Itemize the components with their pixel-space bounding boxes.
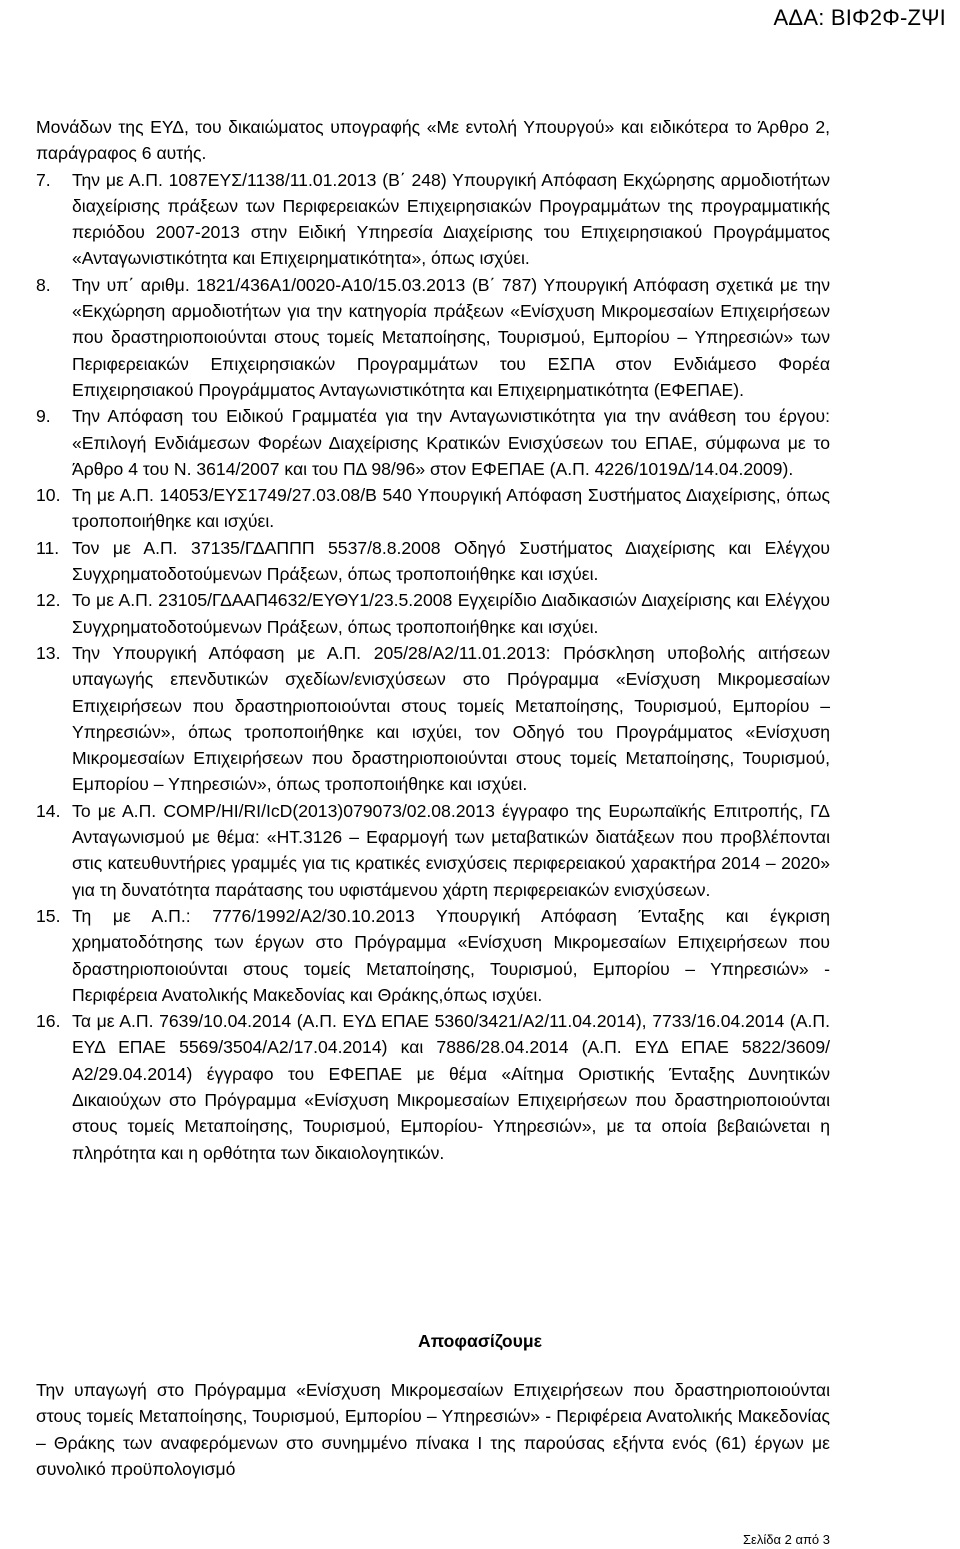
- list-item: [36, 1008, 830, 1166]
- list-item-number: 11.: [36, 537, 60, 558]
- list-item-number: 15.: [36, 905, 61, 926]
- list-item: [36, 587, 830, 640]
- list-item-text: Το με Α.Π. COMP/HI/RI/IcD(2013)079073/02.08.2013 έγγραφο της Ευρωπαϊκής Επιτροπής, ΓΔ Ανταγωνισμού με θέμα: «ΗΤ.3126 – Εφαρμογή των μεταβατικών διατάξεων που προβλέπονται στις κατευθυντήριες γραμμές για τις κρατικές ενισχύσεις περιφερειακού χαρακτήρα 2014 – 2020» για τη δυνατότητα παράτασης του υφιστάμενου χάρτη περιφερειακών ενισχύσεων.: [72, 800, 830, 900]
- list-item: [36, 903, 830, 1008]
- section-heading: Αποφασίζουμε: [418, 1331, 542, 1351]
- list-item-text: Την Υπουργική Απόφαση με Α.Π. 205/28/Α2/11.01.2013: Πρόσκληση υποβολής αιτήσεων υπαγωγής επενδυτικών σχεδίων/ενισχύσεων στο Πρόγραμμα «Ενίσχυση Μικρομεσαίων Επιχειρήσεων που δραστηριοποιούνται στους τομείς Μεταποίησης, Τουρισμού, Εμπορίου – Υπηρεσιών», όπως τροποποιήθηκε και ισχύει, τον Οδηγό του Προγράμματος «Ενίσχυση Μικρομεσαίων Επιχειρήσεων που δραστηριοποιούνται στους τομείς Μεταποίησης, Τουρισμού, Εμπορίου – Υπηρεσιών», όπως τροποποιήθηκε και ισχύει.: [72, 642, 830, 795]
- list-item-text: Τη με Α.Π. 14053/ΕΥΣ1749/27.03.08/Β 540 Υπουργική Απόφαση Συστήματος Διαχείρισης, όπως τροποποιήθηκε και ισχύει.: [72, 485, 830, 532]
- list-item-number: 13.: [36, 642, 61, 663]
- list-item: [36, 403, 830, 482]
- ada-code: ΑΔΑ: ΒΙΦ2Φ-ΖΨΙ: [773, 5, 946, 30]
- list-item: [36, 482, 830, 535]
- list-item-text: Τα με Α.Π. 7639/10.04.2014 (Α.Π. ΕΥΔ ΕΠΑΕ 5360/3421/Α2/11.04.2014), 7733/16.04.2014 (Α.Π. ΕΥΔ ΕΠΑΕ 5569/3504/Α2/17.04.2014) και 7886/28.04.2014 (Α.Π. ΕΥΔ ΕΠΑΕ 5822/3609/Α2/29.04.2014) έγγραφο του ΕΦΕΠΑΕ με θέμα «Αίτημα Οριστικής Ένταξης Δυνητικών Δικαιούχων στο Πρόγραμμα «Ενίσχυση Μικρομεσαίων Επιχειρήσεων που δραστηριοποιούνται στους τομείς Μεταποίησης, Τουρισμού, Εμπορίου- Υπηρεσιών», με τα οποία βεβαιώνεται η πληρότητα και η ορθότητα των δικαιολογητικών.: [72, 1011, 830, 1163]
- list-item-number: 10.: [36, 485, 61, 506]
- list-item-number: 12.: [36, 590, 61, 611]
- decision-paragraph: Την υπαγωγή στο Πρόγραμμα «Ενίσχυση Μικρομεσαίων Επιχειρήσεων που δραστηριοποιούνται στους τομείς Μεταποίησης, Τουρισμού, Εμπορίου – Υπηρεσιών» - Περιφέρεια Ανατολικής Μακεδονίας – Θράκης των αναφερόμενων στο συνημμένο πίνακα Ι της παρούσας εξήντα ενός (61) έργων με συνολικό προϋπολογισμό: [36, 1380, 830, 1479]
- list-item: [36, 798, 830, 903]
- list-item: [36, 640, 830, 798]
- document-body: [36, 114, 830, 1166]
- list-item-text: Τη με Α.Π.: 7776/1992/Α2/30.10.2013 Υπουργική Απόφαση Ένταξης και έγκριση χρηματοδότησης των έργων στο Πρόγραμμα «Ενίσχυση Μικρομεσαίων Επιχειρήσεων που δραστηριοποιούνται στους τομείς Μεταποίησης, Τουρισμού, Εμπορίου – Υπηρεσιών» - Περιφέρεια Ανατολικής Μακεδονίας και Θράκης,όπως ισχύει.: [72, 905, 830, 1005]
- list-item-number: 14.: [36, 800, 61, 821]
- list-item-number: 8.: [36, 274, 51, 295]
- page-number: Σελίδα 2 από 3: [743, 1532, 830, 1547]
- list-item-text: Την με Α.Π. 1087ΕΥΣ/1138/11.01.2013 (Β΄ 248) Υπουργική Απόφαση Εκχώρησης αρμοδιοτήτων διαχείρισης πράξεων των Περιφερειακών Επιχειρησιακών Προγραμμάτων της προγραμματικής περιόδου 2007-2013 στην Ειδική Υπηρεσία Διαχείρισης του Επιχειρησιακού Προγράμματος «Ανταγωνιστικότητα και Επιχειρηματικότητα», όπως ισχύει.: [72, 169, 830, 269]
- list-item-number: 16.: [36, 1011, 61, 1032]
- list-item: [36, 272, 830, 403]
- list-item: [36, 535, 830, 588]
- list-item-text: Τον με Α.Π. 37135/ΓΔΑΠΠΠ 5537/8.8.2008 Οδηγό Συστήματος Διαχείρισης και Ελέγχου Συγχρηματοδοτούμενων Πράξεων, όπως τροποποιήθηκε και ισχύει.: [72, 537, 830, 585]
- list-item-text: Την υπ΄ αριθμ. 1821/436Α1/0020-Α10/15.03.2013 (Β΄ 787) Υπουργική Απόφαση σχετικά με την «Εκχώρηση αρμοδιοτήτων για την κατηγορία πράξεων «Ενίσχυση Μικρομεσαίων Επιχειρήσεων που δραστηριοποιούνται στους τομείς Μεταποίησης, Τουρισμού, Εμπορίου – Υπηρεσιών» των Περιφερειακών Επιχειρησιακών Προγραμμάτων του ΕΣΠΑ στον Ενδιάμεσο Φορέα Επιχειρησιακού Προγράμματος Ανταγωνιστικότητα και Επιχειρηματικότητα (ΕΦΕΠΑΕ).: [72, 274, 830, 400]
- list-item-text: Την Απόφαση του Ειδικού Γραμματέα για την Ανταγωνιστικότητα για την ανάθεση του έργου: «Επιλογή Ενδιάμεσων Φορέων Διαχείρισης Κρατικών Ενισχύσεων του ΕΠΑΕ, σύμφωνα με το Άρθρο 4 του Ν. 3614/2007 και του ΠΔ 98/96» στον ΕΦΕΠΑΕ (Α.Π. 4226/1019Δ/14.04.2009).: [72, 406, 830, 479]
- list-item-number: 7.: [36, 169, 51, 190]
- list-item-number: 9.: [36, 406, 51, 427]
- intro-paragraph: Μονάδων της ΕΥΔ, του δικαιώματος υπογραφής «Με εντολή Υπουργού» και ειδικότερα το Άρθρο 2, παράγραφος 6 αυτής.: [36, 117, 830, 164]
- list-item-text: Το με Α.Π. 23105/ΓΔΑΑΠ4632/ΕΥΘΥ1/23.5.2008 Εγχειρίδιο Διαδικασιών Διαχείρισης και Ελέγχου Συγχρηματοδοτούμενων Πράξεων, όπως τροποποιήθηκε και ισχύει.: [72, 590, 830, 637]
- list-item: [36, 167, 830, 272]
